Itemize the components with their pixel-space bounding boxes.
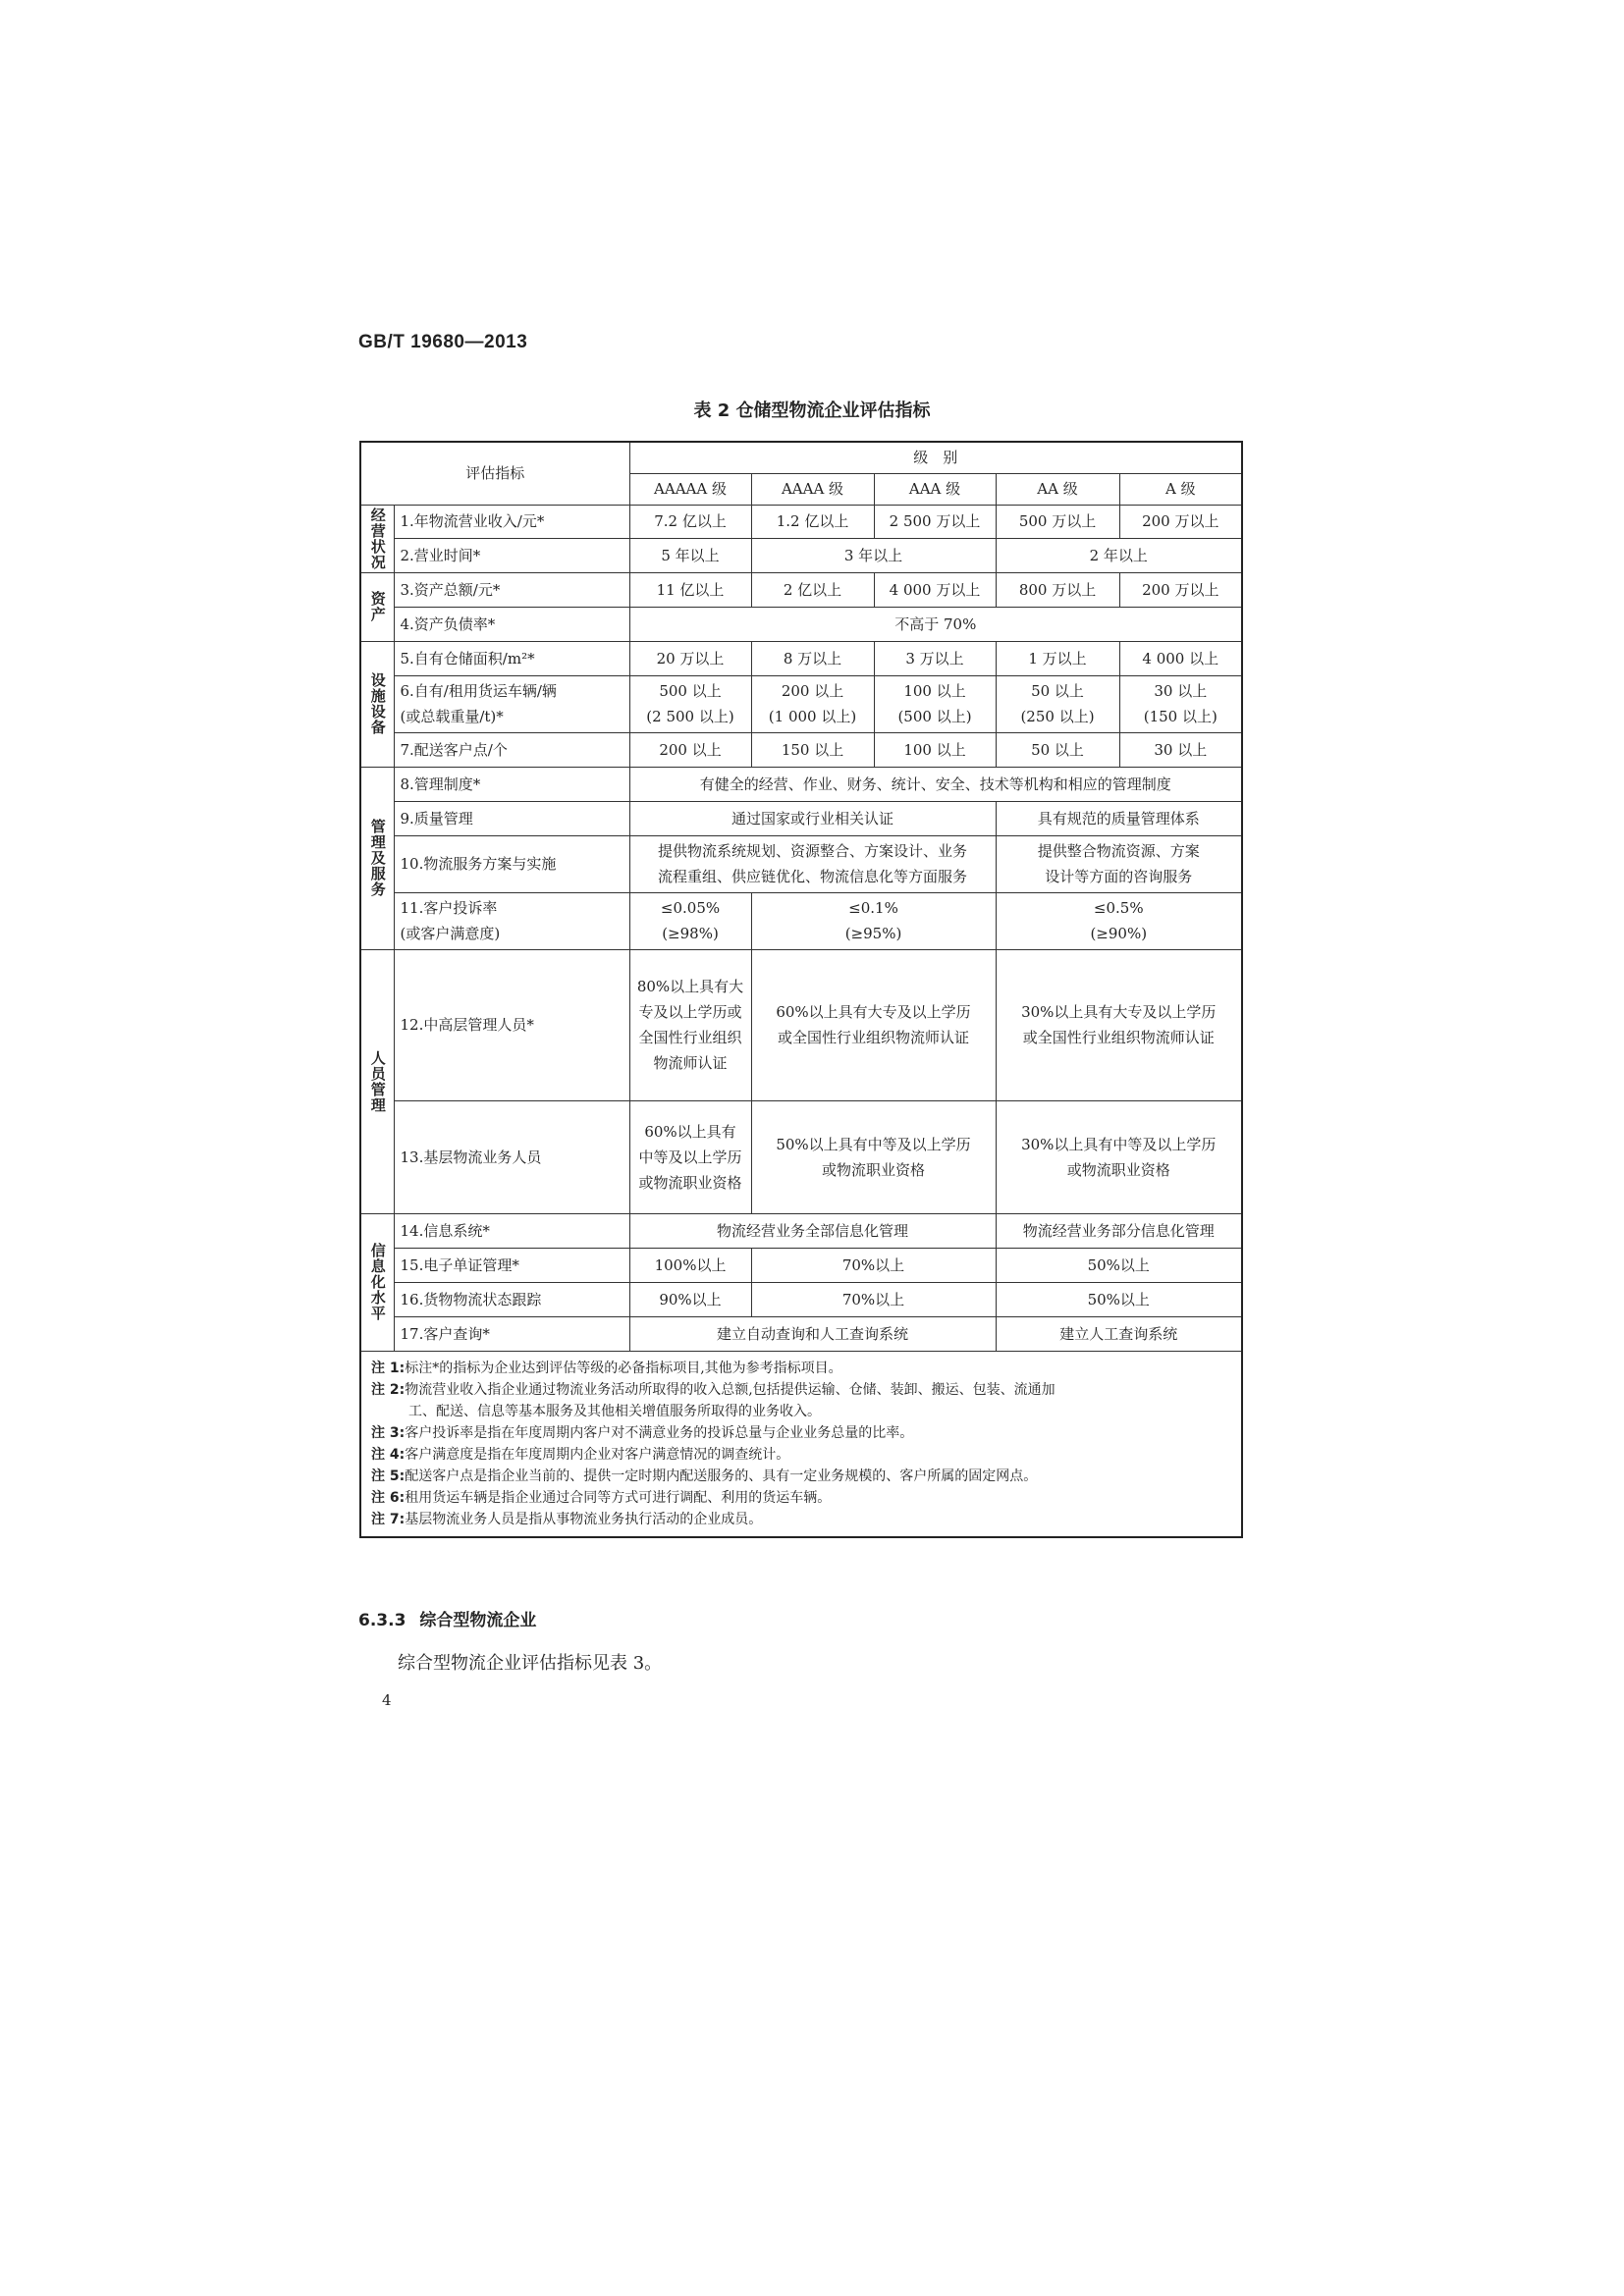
table-cell: 70%以上 bbox=[751, 1282, 996, 1316]
cell-line: 100 以上 bbox=[903, 682, 966, 700]
cell-line: 全国性行业组织 bbox=[638, 1029, 742, 1046]
table-cell bbox=[751, 892, 996, 949]
table-cell bbox=[629, 892, 751, 949]
cell-line: 或物流职业资格 bbox=[822, 1160, 926, 1179]
note-prefix: 注 3: bbox=[371, 1424, 406, 1441]
indicator-label: 10.物流服务方案与实施 bbox=[394, 835, 629, 892]
cell-line: ≤0.1% bbox=[848, 899, 898, 917]
table-cell bbox=[751, 949, 996, 1100]
table-cell: 2 年以上 bbox=[996, 538, 1242, 572]
table-cell bbox=[629, 949, 751, 1100]
table-cell: 50%以上 bbox=[996, 1248, 1242, 1282]
table-cell: 有健全的经营、作业、财务、统计、安全、技术等机构和相应的管理制度 bbox=[629, 767, 1242, 801]
note-continuation: 工、配送、信息等基本服务及其他相关增值服务所取得的业务收入。 bbox=[408, 1403, 821, 1419]
table-cell: 1.2 亿以上 bbox=[751, 505, 874, 538]
table-cell bbox=[996, 835, 1242, 892]
section-number: 6.3.3 bbox=[358, 1611, 406, 1630]
indicator-label: 14.信息系统* bbox=[394, 1213, 629, 1248]
indicator-label-line: (或总载重量/t)* bbox=[400, 708, 504, 725]
note-line bbox=[371, 1379, 1231, 1401]
table-cell: 8 万以上 bbox=[751, 641, 874, 675]
table-cell: 3 万以上 bbox=[874, 641, 996, 675]
table-cell bbox=[629, 675, 751, 732]
table-cell: 100%以上 bbox=[629, 1248, 751, 1282]
indicator-label-line: (或客户满意度) bbox=[400, 925, 501, 942]
note-line bbox=[371, 1509, 1231, 1530]
note-line bbox=[371, 1487, 1231, 1509]
indicator-label: 15.电子单证管理* bbox=[394, 1248, 629, 1282]
cell-line: 30%以上具有大专及以上学历 bbox=[1021, 1003, 1217, 1021]
table-cell: 2 500 万以上 bbox=[874, 505, 996, 538]
table-cell: 通过国家或行业相关认证 bbox=[629, 801, 996, 835]
cell-line: 物流师认证 bbox=[653, 1054, 728, 1072]
table-cell: 50%以上 bbox=[996, 1282, 1242, 1316]
note-line bbox=[371, 1358, 1231, 1379]
cell-line: (2 500 以上) bbox=[646, 708, 734, 725]
header-level: AAAA 级 bbox=[751, 473, 874, 505]
indicator-label: 16.货物物流状态跟踪 bbox=[394, 1282, 629, 1316]
page-number: 4 bbox=[382, 1691, 392, 1709]
table-cell: 4 000 万以上 bbox=[874, 572, 996, 607]
indicator-label: 4.资产负债率* bbox=[394, 607, 629, 641]
note-line bbox=[371, 1422, 1231, 1444]
category-assets: 资产 bbox=[360, 572, 394, 641]
cell-line: 60%以上具有大专及以上学历 bbox=[776, 1003, 971, 1021]
cell-line: 50 以上 bbox=[1031, 682, 1084, 700]
header-level-group: 级 别 bbox=[629, 442, 1242, 473]
note-prefix: 注 2: bbox=[371, 1381, 406, 1398]
table-cell bbox=[751, 1100, 996, 1213]
indicator-label: 17.客户查询* bbox=[394, 1316, 629, 1351]
section-title: 综合型物流企业 bbox=[419, 1611, 537, 1630]
cell-line: 30%以上具有中等及以上学历 bbox=[1021, 1135, 1217, 1153]
indicator-label bbox=[394, 892, 629, 949]
standard-code: GB/T 19680—2013 bbox=[358, 332, 528, 352]
note-text: 租用货运车辆是指企业通过合同等方式可进行调配、利用的货运车辆。 bbox=[405, 1489, 832, 1506]
note-text: 客户满意度是指在年度周期内企业对客户满意情况的调查统计。 bbox=[405, 1446, 790, 1463]
table-title: 表 2 仓储型物流企业评估指标 bbox=[693, 400, 931, 421]
indicator-label: 2.营业时间* bbox=[394, 538, 629, 572]
category-business: 经营状况 bbox=[360, 505, 394, 572]
note-text: 标注*的指标为企业达到评估等级的必备指标项目,其他为参考指标项目。 bbox=[405, 1360, 842, 1376]
table-cell bbox=[874, 675, 996, 732]
table-cell: 建立人工查询系统 bbox=[996, 1316, 1242, 1351]
cell-line: 500 以上 bbox=[659, 682, 722, 700]
table-cell: 1 万以上 bbox=[996, 641, 1119, 675]
table-cell bbox=[996, 675, 1119, 732]
table-cell: 不高于 70% bbox=[629, 607, 1242, 641]
indicator-label-line: 6.自有/租用货运车辆/辆 bbox=[400, 682, 557, 700]
table-cell bbox=[996, 949, 1242, 1100]
table-cell: 50 以上 bbox=[996, 732, 1119, 767]
indicator-label: 1.年物流营业收入/元* bbox=[394, 505, 629, 538]
cell-line: (≥95%) bbox=[844, 925, 902, 942]
table-cell: 90%以上 bbox=[629, 1282, 751, 1316]
note-prefix: 注 1: bbox=[371, 1360, 406, 1376]
cell-line: 或物流职业资格 bbox=[1066, 1160, 1170, 1179]
note-prefix: 注 4: bbox=[371, 1446, 406, 1463]
header-level: A 级 bbox=[1119, 473, 1242, 505]
table-cell: 200 以上 bbox=[629, 732, 751, 767]
body-paragraph: 综合型物流企业评估指标见表 3。 bbox=[398, 1653, 663, 1674]
table-cell: 物流经营业务全部信息化管理 bbox=[629, 1213, 996, 1248]
table-cell: 7.2 亿以上 bbox=[629, 505, 751, 538]
cell-line: 流程重组、供应链优化、物流信息化等方面服务 bbox=[658, 868, 968, 885]
cell-line: 200 以上 bbox=[781, 682, 844, 700]
header-level: AAAAA 级 bbox=[629, 473, 751, 505]
note-text: 基层物流业务人员是指从事物流业务执行活动的企业成员。 bbox=[405, 1511, 763, 1527]
table-cell bbox=[629, 1100, 751, 1213]
cell-line: ≤0.5% bbox=[1093, 899, 1144, 917]
indicator-label bbox=[394, 675, 629, 732]
note-prefix: 注 5: bbox=[371, 1468, 406, 1484]
cell-line: 50%以上具有中等及以上学历 bbox=[776, 1135, 971, 1153]
header-indicator: 评估指标 bbox=[360, 442, 629, 505]
table-cell: 100 以上 bbox=[874, 732, 996, 767]
category-management: 管理及服务 bbox=[360, 767, 394, 949]
table-cell: 200 万以上 bbox=[1119, 572, 1242, 607]
table-cell: 30 以上 bbox=[1119, 732, 1242, 767]
indicator-label: 12.中高层管理人员* bbox=[394, 949, 629, 1100]
cell-line: 中等及以上学历 bbox=[638, 1148, 742, 1166]
table-cell bbox=[751, 675, 874, 732]
indicator-label: 9.质量管理 bbox=[394, 801, 629, 835]
table-cell: 建立自动查询和人工查询系统 bbox=[629, 1316, 996, 1351]
cell-line: 专及以上学历或 bbox=[638, 1003, 742, 1021]
category-personnel: 人员管理 bbox=[360, 949, 394, 1213]
cell-line: (≥98%) bbox=[662, 925, 719, 942]
cell-line: 设计等方面的咨询服务 bbox=[1045, 868, 1193, 885]
cell-line: (500 以上) bbox=[897, 708, 972, 725]
indicator-label-line: 11.客户投诉率 bbox=[400, 899, 498, 917]
cell-line: 或全国性行业组织物流师认证 bbox=[1022, 1029, 1215, 1046]
table-cell: 500 万以上 bbox=[996, 505, 1119, 538]
cell-line: 提供物流系统规划、资源整合、方案设计、业务 bbox=[658, 842, 968, 860]
indicator-label: 3.资产总额/元* bbox=[394, 572, 629, 607]
note-prefix: 注 7: bbox=[371, 1511, 406, 1527]
indicator-label: 7.配送客户点/个 bbox=[394, 732, 629, 767]
cell-line: 或物流职业资格 bbox=[638, 1173, 742, 1192]
note-text: 客户投诉率是指在年度周期内客户对不满意业务的投诉总量与企业业务总量的比率。 bbox=[405, 1424, 914, 1441]
table-cell: 4 000 以上 bbox=[1119, 641, 1242, 675]
note-prefix: 注 6: bbox=[371, 1489, 406, 1506]
cell-line: 60%以上具有 bbox=[644, 1122, 736, 1141]
table-cell: 20 万以上 bbox=[629, 641, 751, 675]
note-text: 配送客户点是指企业当前的、提供一定时期内配送服务的、具有一定业务规模的、客户所属的固定网点。 bbox=[405, 1468, 1038, 1484]
note-text: 物流营业收入指企业通过物流业务活动所取得的收入总额,包括提供运输、仓储、装卸、搬运、包装、流通加 bbox=[405, 1381, 1056, 1398]
cell-line: (≥90%) bbox=[1090, 925, 1148, 942]
cell-line: 80%以上具有大 bbox=[636, 978, 744, 995]
header-level: AAA 级 bbox=[874, 473, 996, 505]
table-cell: 150 以上 bbox=[751, 732, 874, 767]
note-line bbox=[371, 1444, 1231, 1466]
table-cell: 800 万以上 bbox=[996, 572, 1119, 607]
table-cell: 70%以上 bbox=[751, 1248, 996, 1282]
section-heading bbox=[358, 1606, 536, 1630]
table-cell bbox=[996, 892, 1242, 949]
table-cell: 11 亿以上 bbox=[629, 572, 751, 607]
table-cell: 物流经营业务部分信息化管理 bbox=[996, 1213, 1242, 1248]
indicator-label: 5.自有仓储面积/m²* bbox=[394, 641, 629, 675]
evaluation-table bbox=[359, 441, 1243, 1538]
category-facilities: 设施设备 bbox=[360, 641, 394, 767]
cell-line: 或全国性行业组织物流师认证 bbox=[778, 1029, 970, 1046]
table-cell bbox=[629, 835, 996, 892]
indicator-label: 8.管理制度* bbox=[394, 767, 629, 801]
category-info: 信息化水平 bbox=[360, 1213, 394, 1351]
cell-line: (150 以上) bbox=[1143, 708, 1218, 725]
table-cell: 具有规范的质量管理体系 bbox=[996, 801, 1242, 835]
table-cell: 3 年以上 bbox=[751, 538, 996, 572]
table-cell: 200 万以上 bbox=[1119, 505, 1242, 538]
indicator-label: 13.基层物流业务人员 bbox=[394, 1100, 629, 1213]
table-cell: 5 年以上 bbox=[629, 538, 751, 572]
cell-line: 30 以上 bbox=[1154, 682, 1208, 700]
table-notes bbox=[360, 1351, 1242, 1537]
cell-line: (250 以上) bbox=[1020, 708, 1095, 725]
header-level: AA 级 bbox=[996, 473, 1119, 505]
table-cell: 2 亿以上 bbox=[751, 572, 874, 607]
cell-line: (1 000 以上) bbox=[768, 708, 857, 725]
cell-line: ≤0.05% bbox=[660, 899, 721, 917]
table-cell bbox=[996, 1100, 1242, 1213]
table-cell bbox=[1119, 675, 1242, 732]
cell-line: 提供整合物流资源、方案 bbox=[1037, 842, 1200, 860]
note-line bbox=[371, 1466, 1231, 1487]
